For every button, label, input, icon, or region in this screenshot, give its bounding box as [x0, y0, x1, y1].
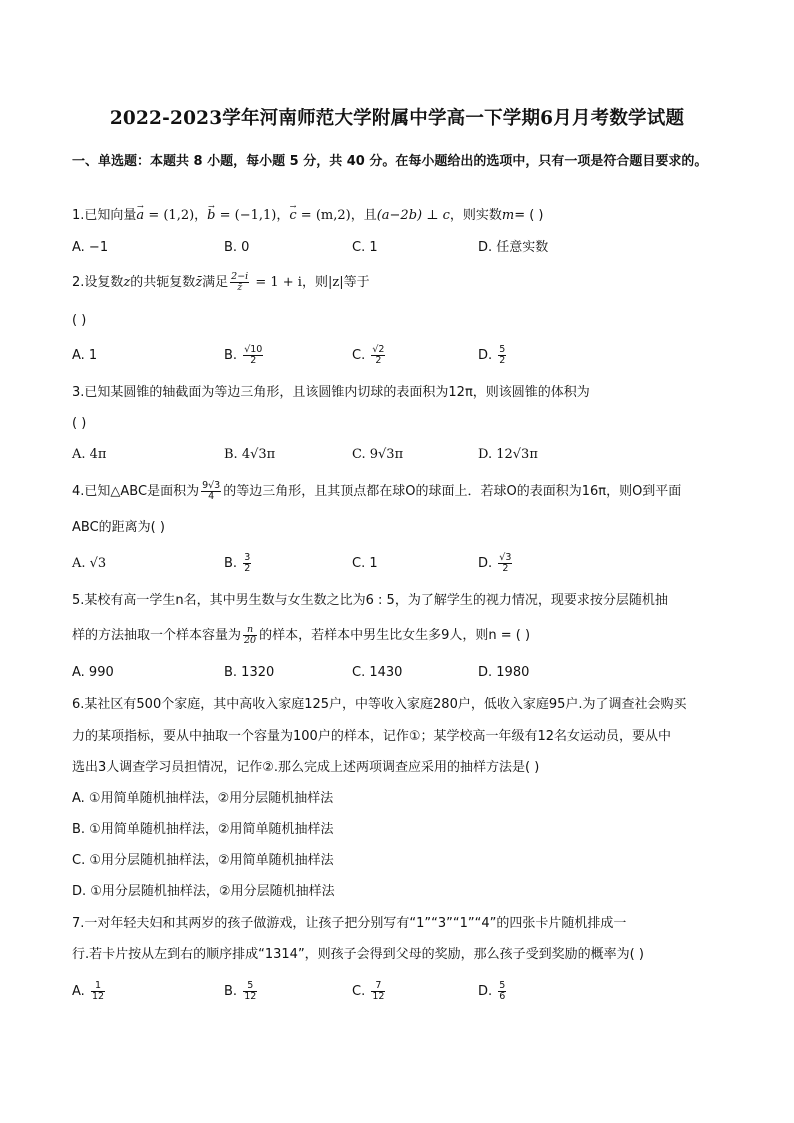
option-b: B. $\frac{5}{12}$ [224, 980, 257, 1002]
option-c: C. $\frac{√2}{2}$ [352, 344, 385, 366]
question-3-stem: 3.已知某圆锥的轴截面为等边三角形，且该圆锥内切球的表面积为12π，则该圆锥的体积为 [72, 385, 590, 400]
option-d: D. $\frac{5}{6}$ [478, 980, 506, 1002]
question-6-stem-line2: 力的某项指标，要从中抽取一个容量为100户的样本，记作①；某学校高一年级有12名女运动员，要从中 [72, 729, 672, 744]
question-2-options [72, 344, 722, 368]
option-c: C. 1 [352, 556, 378, 571]
option-c: C. 1430 [352, 665, 403, 680]
question-4-stem-line2: ABC的距离为( ) [72, 520, 165, 535]
question-7-stem: 7.一对年轻夫妇和其两岁的孩子做游戏，让孩子把分别写有“1”“3”“1”“4”的四张卡片随机排成一 [72, 916, 627, 931]
option-b: B. 1320 [224, 665, 275, 680]
question-1-stem: 1.已知向量→ a = (1,2)，→ b = (−1,1)，→ c = (m,2)，且(a−2b) ⊥ c，则实数m= ( ) [72, 205, 722, 227]
fraction: $\frac{9√3}{4}$ [202, 480, 221, 502]
option-b: B. 0 [224, 240, 250, 255]
option-a: A. −1 [72, 240, 109, 255]
question-6-stem-line3: 选出3人调查学习员担情况，记作②.那么完成上述两项调查应采用的抽样方法是( ) [72, 760, 540, 775]
question-3-options [72, 443, 722, 467]
question-4-stem: 4.已知△ABC是面积为 $\frac{9√3}{4}$ 的等边三角形，且其顶点都在球O的球面上．若球O的表面积为16π，则O到平面 [72, 480, 682, 502]
option-d: D. $\frac{5}{2}$ [478, 344, 506, 366]
option-d: D. $\frac{√3}{2}$ [478, 552, 512, 574]
question-6-stem: 6.某社区有500个家庭，其中高收入家庭125户，中等收入家庭280户，低收入家庭95户.为了调查社会购买 [72, 697, 687, 712]
fraction: $\frac{2-i}{z̄}$ [231, 271, 249, 293]
option-c: C. $\frac{7}{12}$ [352, 980, 385, 1002]
option-a: A. √3 [72, 556, 107, 571]
question-6-option-a: A. ①用简单随机抽样法，②用分层随机抽样法 [72, 791, 334, 806]
option-a: A. 4π [72, 447, 107, 462]
question-2-paren: ( ) [72, 313, 87, 328]
option-c: C. 9√3π [352, 447, 404, 462]
question-5-options [72, 661, 722, 685]
option-b: B. 4√3π [224, 447, 276, 462]
option-d: D. 12√3π [478, 447, 538, 462]
question-5-stem: 5.某校有高一学生n名，其中男生数与女生数之比为6 : 5，为了解学生的视力情况，现要求按分层随机抽 [72, 593, 668, 608]
question-7-stem-line2: 行.若卡片按从左到右的顺序排成“1314”，则孩子会得到父母的奖励，那么孩子受到奖励的概率为( ) [72, 947, 644, 962]
section-heading: 一、单选题：本题共 8 小题，每小题 5 分，共 40 分。在每小题给出的选项中，只有一项是符合题目要求的。 [72, 154, 708, 169]
question-5-stem-line2: 样的方法抽取一个样本容量为 $\frac{n}{20}$ 的样本，若样本中男生比女生多9人，则n = ( ) [72, 624, 531, 646]
option-d: D. 1980 [478, 665, 530, 680]
option-a: A. $\frac{1}{12}$ [72, 980, 105, 1002]
question-7-options [72, 980, 722, 1004]
question-2-stem: 2.设复数z的共轭复数z̄满足 $\frac{2-i}{z̄}$ = 1 + i，则|z|等于 [72, 271, 370, 293]
fraction: $\frac{n}{20}$ [244, 624, 257, 646]
option-b: B. $\frac{3}{2}$ [224, 552, 251, 574]
option-c: C. 1 [352, 240, 378, 255]
question-4-options [72, 552, 722, 576]
question-1-options [72, 236, 722, 260]
option-b: B. $\frac{√10}{2}$ [224, 344, 263, 366]
question-6-option-b: B. ①用简单随机抽样法，②用简单随机抽样法 [72, 822, 334, 837]
question-6-option-c: C. ①用分层随机抽样法，②用简单随机抽样法 [72, 853, 334, 868]
page-title: 2022-2023学年河南师范大学附属中学高一下学期6月月考数学试题 [109, 108, 685, 129]
option-d: D. 任意实数 [478, 240, 549, 255]
option-a: A. 990 [72, 665, 114, 680]
question-6-option-d: D. ①用分层随机抽样法，②用分层随机抽样法 [72, 884, 335, 899]
option-a: A. 1 [72, 348, 98, 363]
question-3-paren: ( ) [72, 416, 87, 431]
